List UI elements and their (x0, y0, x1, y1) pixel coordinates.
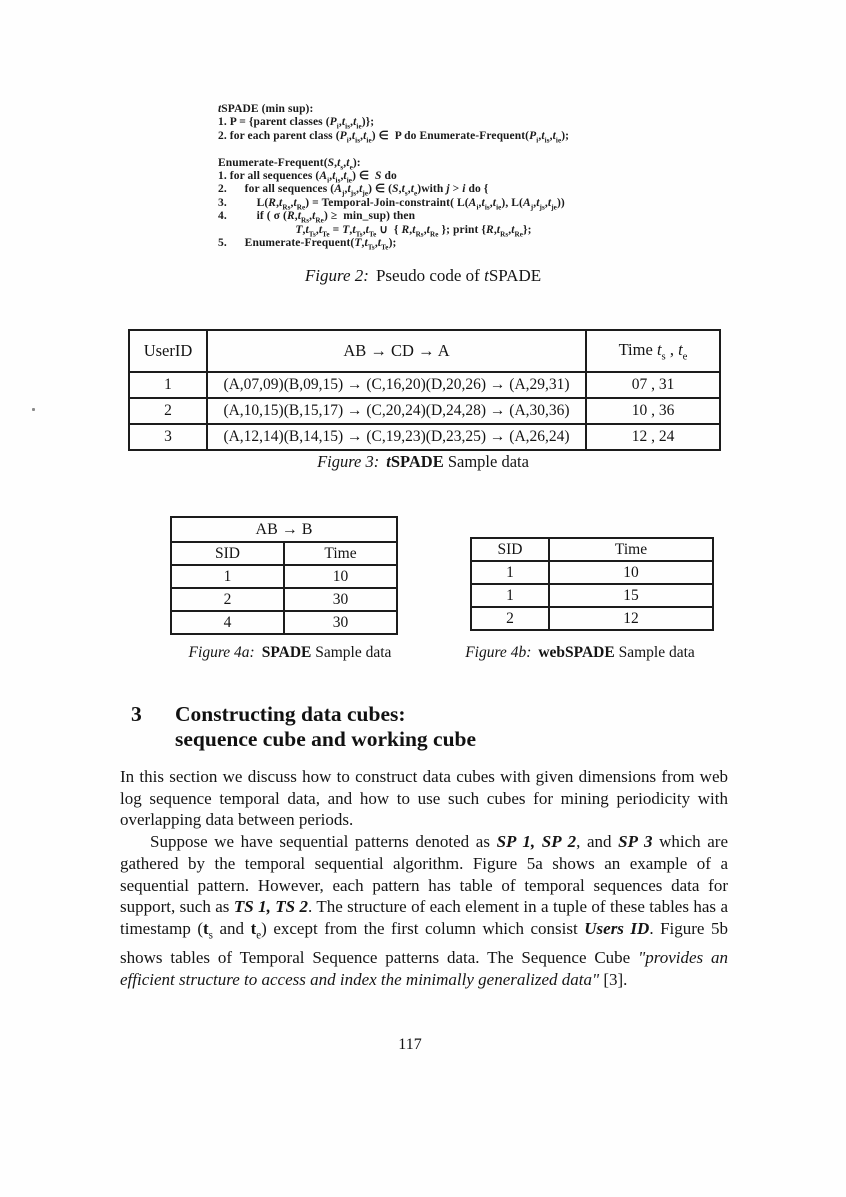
section-title-line1: Constructing data cubes: (175, 702, 406, 726)
fig3-cell-time: 12 , 24 (586, 424, 720, 450)
section-title-line2: sequence cube and working cube (175, 727, 477, 751)
table-row (129, 424, 720, 450)
fig3-cell-sequence: (A,10,15)(B,15,17) → (C,20,24)(D,24,28) → (A,30,36) (207, 398, 586, 424)
figure3-caption-label: Figure 3: (317, 452, 380, 471)
table-row (471, 561, 713, 584)
code-line: Enumerate-$Frequent(S,t_s,t_e)$: (218, 156, 361, 171)
fig4a-cell-time: 30 (284, 611, 397, 634)
figure2-caption-body: Pseudo code of (375, 266, 485, 285)
section-heading (131, 702, 476, 752)
figure2-caption (0, 266, 846, 286)
table-row (129, 372, 720, 398)
code-line: 2. for all sequences $(A_j,t_{js},t_{je})$ ∈ $(S,t_s,t_e)with$ j > i do { (218, 183, 489, 198)
figure4b-caption (425, 644, 735, 662)
fig3-header-sequence: AB → CD → A (207, 330, 586, 372)
code-line: $T,t_{Ts},t_{Te} = T,t_{Ts},t_{Te}$ ∪ { $R,t_{Rs},t_{Re}$ }; print $\{R,t_{Rs},t_{Re}\}$; (295, 223, 532, 238)
table-row (471, 584, 713, 607)
table-row (471, 607, 713, 630)
paragraph: In this section we discuss how to construct data cubes with given dimensions from web log sequence temporal data, and how to use such cubes for mining periodicity with overlapping data between periods. (120, 767, 728, 830)
figure3-caption-rest: Sample data (443, 452, 529, 471)
fig4a-cell-sid: 4 (171, 611, 284, 634)
fig4a-header-time: Time (284, 542, 397, 565)
figure4a-caption (135, 644, 445, 662)
fig3-cell-userid: 1 (129, 372, 207, 398)
table-row (129, 398, 720, 424)
fig4a-span-header-row (171, 517, 397, 542)
code-line: 1. for all sequences $(A_i,t_{is},t_{ie})$ ∈ S do (218, 170, 397, 185)
scan-artifact-dot (32, 408, 35, 411)
fig4a-header-sid: SID (171, 542, 284, 565)
paragraph: Suppose we have sequential patterns denoted as SP 1, SP 2, and SP 3 which are gathered by the temporal sequential algorithm. Figure 5a shows an example of a sequential pattern. However, each pattern has table of temporal sequences data for support, such as TS 1, TS 2. The structure of each element in a tuple of these tables has a timestamp ($t_s$ and $t_e$) except from the first column which consist Users ID. Figure 5b shows tables of Temporal Sequence patterns data. The Sequence Cube "provides an efficient structure to access and index the minimally generalized data" [3]. (120, 832, 728, 989)
fig3-cell-time: 10 , 36 (586, 398, 720, 424)
figure4b-caption-rest: Sample data (614, 644, 695, 661)
fig3-header-userid: UserID (129, 330, 207, 372)
fig3-cell-time: 07 , 31 (586, 372, 720, 398)
page-number: 117 (398, 1036, 422, 1053)
fig3-cell-userid: 3 (129, 424, 207, 450)
figure3-caption-name: SPADE (390, 452, 444, 471)
fig4b-cell-sid: 2 (471, 607, 549, 630)
fig4a-cell-sid: 2 (171, 588, 284, 611)
section-title (175, 702, 476, 752)
fig3-sample-data-table (128, 329, 721, 451)
figure4a-caption-label: Figure 4a: (188, 644, 255, 661)
code-line: 4. if ( σ $(R,t_{Rs},t_{Re})$ ≥ min_sup) then (218, 210, 416, 225)
fig4a-cell-sid: 1 (171, 565, 284, 588)
fig4a-cell-time: 30 (284, 588, 397, 611)
fig4b-cell-sid: 1 (471, 561, 549, 584)
figure2-caption-label: Figure 2: (304, 266, 369, 285)
code-line: 5. Enumerate-$Frequent(T,t_{Ts},t_{Te})$; (218, 237, 397, 252)
fig4b-header-sid: SID (471, 538, 549, 561)
fig4b-webspade-table (470, 537, 714, 631)
fig3-header-row (129, 330, 720, 372)
figure4b-caption-name: webSPADE (538, 644, 615, 661)
code-line: 3. $L(R,t_{Rs},t_{Re})$ = Temporal-Join-constraint( $L(A_i,t_{is},t_{ie})$, $L(A_j,t_{js},t_{je})$) (218, 196, 565, 212)
code-line: tSPADE (min sup): (218, 103, 314, 115)
fig3-cell-sequence: (A,12,14)(B,14,15) → (C,19,23)(D,23,25) → (A,26,24) (207, 424, 586, 450)
fig4b-cell-time: 15 (549, 584, 713, 607)
code-line (218, 143, 569, 156)
section-number: 3 (131, 702, 142, 726)
fig3-cell-userid: 2 (129, 398, 207, 424)
fig4b-header-row (471, 538, 713, 561)
table-row (171, 565, 397, 588)
code-line: 2. for each parent class $(P_i,t_{is},t_{ie})$ ∈ P do Enumerate-$Frequent(P_i,t_{is},t_{ie})$; (218, 129, 570, 145)
pseudocode-block (218, 103, 569, 250)
fig3-header-time: Time $t_s$ , $t_e$ (586, 330, 720, 372)
fig4b-cell-time: 12 (549, 607, 713, 630)
body-text (120, 766, 728, 990)
figure2-caption-italic-t: t (484, 266, 489, 285)
figure4b-caption-label: Figure 4b: (465, 644, 532, 661)
figure4a-caption-rest: Sample data (311, 644, 392, 661)
fig4b-header-time: Time (549, 538, 713, 561)
figure3-caption-bold-italic-t: t (386, 452, 391, 471)
fig4a-spade-table (170, 516, 398, 635)
figure2-caption-name: SPADE (488, 266, 542, 285)
fig4b-cell-time: 10 (549, 561, 713, 584)
figure4a-caption-name: SPADE (261, 644, 312, 661)
fig3-cell-sequence: (A,07,09)(B,09,15) → (C,16,20)(D,20,26) → (A,29,31) (207, 372, 586, 398)
table-row (171, 588, 397, 611)
fig4b-cell-sid: 1 (471, 584, 549, 607)
fig4a-span-header: AB → B (171, 517, 397, 542)
fig4a-header-row (171, 542, 397, 565)
figure3-caption (0, 452, 846, 472)
fig4a-cell-time: 10 (284, 565, 397, 588)
code-line: 1. P = {parent classes $(P_i,t_{is},t_{ie})$}; (218, 116, 375, 131)
table-row (171, 611, 397, 634)
